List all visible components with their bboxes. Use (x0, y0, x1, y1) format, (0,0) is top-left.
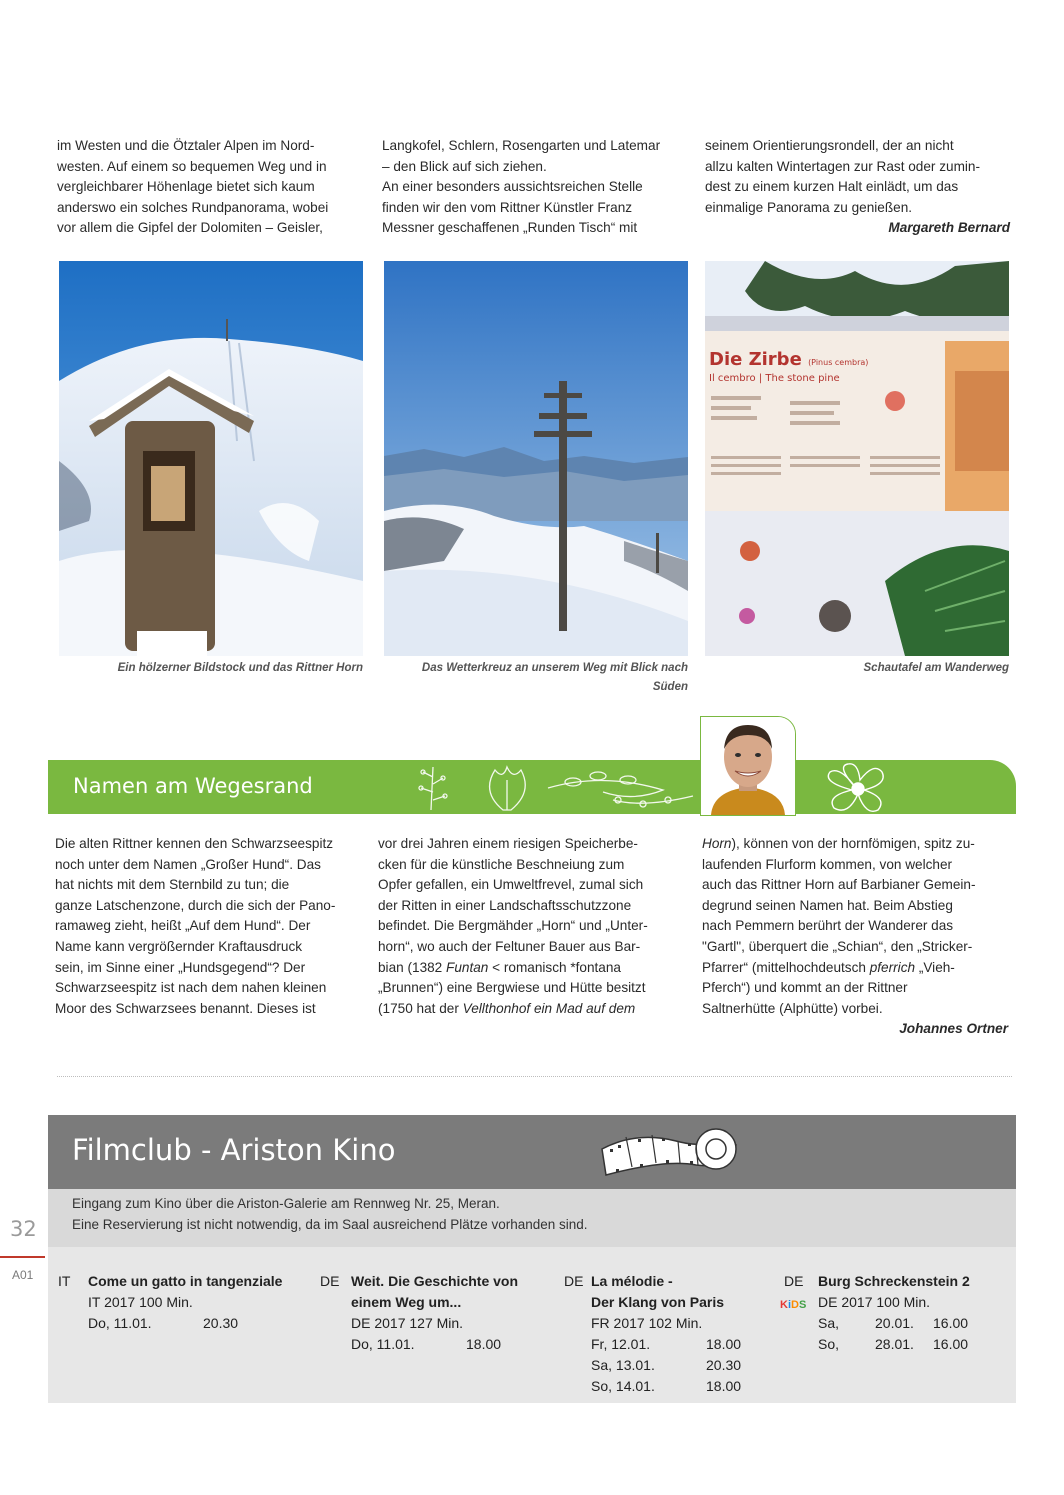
text-line: "Gartl", überquert die „Schian“, den „Stricker- (702, 938, 973, 954)
text-line: allzu kalten Wintertagen zur Rast oder zumin- (705, 158, 981, 174)
photo-caption-line: Süden (652, 681, 688, 693)
text-line: vor allem die Gipfel der Dolomiten – Geisler, (57, 220, 323, 236)
text-fragment-italic: pferrich (869, 959, 916, 975)
article-column-3 (705, 136, 1010, 239)
text-line: „Brunnen“) eine Bergwiese und Hütte besitzt (378, 980, 646, 996)
text-fragment: Pfarrer“ (mittelhochdeutsch (702, 959, 870, 975)
text-fragment: „Vieh- (915, 959, 955, 975)
section-heading: Namen am Wegesrand (73, 774, 313, 798)
author-signature: Margareth Bernard (888, 220, 1010, 236)
photo-caption-line: Das Wetterkreuz an unserem Weg mit Blick nach (421, 662, 688, 674)
text-line: An einer besonders aussichtsreichen Stelle (382, 179, 643, 195)
kids-badge: KiDS (780, 1299, 807, 1311)
info-line: Eine Reservierung ist nicht notwendig, da im Saal ausreichend Plätze vorhanden sind. (72, 1217, 588, 1232)
showtime-row (818, 1334, 1008, 1355)
flower-outline-icon (818, 762, 898, 814)
sign-latin-name: (Pinus cembra) (808, 358, 869, 367)
section-header-namen (48, 760, 1016, 814)
text-line: Opfer gefallen, ein Umweltfrevel, zumal sich (378, 877, 644, 893)
show-day: So, 14.01. (591, 1378, 655, 1394)
show-time: 16.00 (933, 1336, 969, 1352)
text-fragment-italic: Horn (702, 836, 732, 851)
text-fragment-italic: Funtan (446, 959, 489, 975)
sign-title-text: Die Zirbe (709, 349, 802, 370)
portrait-illustration (701, 717, 795, 815)
photo-wayside-shrine (59, 261, 363, 656)
cross-illustration (384, 261, 688, 656)
movie-entry (782, 1271, 1008, 1355)
text-line: degrund seinen Namen hat. Beim Abstieg (702, 897, 953, 913)
sign-title (709, 349, 868, 370)
text-line: Moor des Schwarzsees benannt. Dieses ist (55, 1000, 316, 1016)
show-time: 18.00 (706, 1378, 742, 1394)
text-line: Pferch“) und kommt an der Rittner (702, 980, 908, 996)
text-line: befindet. Die Bergmähder „Horn“ und „Unter- (378, 918, 648, 934)
showtime-row (88, 1313, 318, 1334)
movie-entry (564, 1271, 764, 1397)
movie-title-line-2: Der Klang von Paris (591, 1294, 725, 1310)
sign-subtitle: Il cembro | The stone pine (709, 373, 840, 384)
text-fragment-italic: Vellthonhof ein Mad auf dem (462, 1000, 636, 1016)
show-day: Do, 11.01. (88, 1315, 152, 1331)
section-header-filmclub (48, 1115, 1016, 1189)
text-line: im Westen und die Ötztaler Alpen im Nord- (57, 138, 315, 153)
floral-decoration-icon (403, 762, 703, 814)
show-date: 28.01. (875, 1336, 914, 1352)
photo-caption: Schautafel am Wanderweg (863, 662, 1009, 674)
namen-column-3 (702, 834, 1008, 1040)
movie-language: DE (320, 1273, 340, 1289)
movie-meta: DE 2017 100 Min. (818, 1294, 931, 1310)
text-line: Saltnerhütte (Alphütte) vorbei. (702, 1000, 883, 1016)
text-line: hat nichts mit dem Sternbild zu tun; die (55, 877, 290, 893)
info-board-illustration (705, 261, 1009, 656)
show-weekday: Sa, (818, 1315, 840, 1331)
movie-language: DE (564, 1273, 584, 1289)
movie-language: IT (58, 1273, 71, 1289)
photo-caption (384, 659, 688, 697)
text-line: seinem Orientierungsrondell, der an nicht (705, 138, 954, 153)
text-line: horn“, wo auch der Feltuner Bauer aus Bar- (378, 938, 641, 954)
namen-column-1 (55, 834, 365, 1019)
page-number-rule (0, 1256, 45, 1258)
text-line: noch unter dem Namen „Großer Hund“. Das (55, 856, 321, 872)
show-day: Do, 11.01. (351, 1336, 415, 1352)
text-line (378, 999, 693, 1020)
movie-title: Burg Schreckenstein 2 (818, 1273, 970, 1289)
photo-caption: Ein hölzerner Bildstock und das Rittner Horn (117, 662, 363, 674)
text-line: dest zu einem kurzen Halt einlädt, um das (705, 179, 959, 195)
movie-meta: IT 2017 100 Min. (88, 1294, 193, 1310)
show-day: Sa, 13.01. (591, 1357, 655, 1373)
movie-entry (58, 1271, 318, 1334)
text-line (378, 958, 693, 979)
photo-info-board (705, 261, 1009, 656)
showtime-row (351, 1334, 560, 1355)
text-line: Langkofel, Schlern, Rosengarten und Latemar (382, 138, 661, 153)
text-line: westen. Auf einem so bequemen Weg und in (57, 158, 327, 174)
page-code: A01 (12, 1268, 34, 1282)
info-line: Eingang zum Kino über die Ariston-Galerie am Rennweg Nr. 25, Meran. (72, 1196, 500, 1211)
section-heading: Filmclub - Ariston Kino (72, 1133, 396, 1167)
show-time: 18.00 (466, 1336, 502, 1352)
text-line: cken für die künstliche Beschneiung zum (378, 856, 625, 872)
showtime-row (591, 1355, 764, 1376)
movie-title: Weit. Die Geschichte von (351, 1273, 519, 1289)
show-time: 20.30 (706, 1357, 742, 1373)
movie-title: Come un gatto in tangenziale (88, 1273, 283, 1289)
page-number: 32 (10, 1217, 37, 1241)
movie-language: DE (784, 1273, 804, 1289)
show-time: 16.00 (933, 1315, 969, 1331)
text-line: laufenden Flurform kommen, von welcher (702, 856, 953, 872)
text-line: vergleichbarer Höhenlage bietet sich kaum (57, 179, 315, 195)
text-line: vor drei Jahren einem riesigen Speicherbe- (378, 836, 638, 851)
text-line (702, 834, 1008, 855)
filmclub-info (48, 1189, 1016, 1247)
show-date: 20.01. (875, 1315, 914, 1331)
movie-title: La mélodie - (591, 1273, 673, 1289)
text-line: Messner geschaffenen „Runden Tisch“ mit (382, 220, 638, 236)
text-line: der Ritten in einer Landschaftsschutzzone (378, 897, 632, 913)
author-signature: Johannes Ortner (899, 1021, 1008, 1037)
show-time: 18.00 (706, 1336, 742, 1352)
text-line: einmalige Panorama zu genießen. (705, 199, 913, 215)
text-line: Schwarzseespitz ist nach dem nahen kleinen (55, 980, 327, 996)
author-portrait (700, 716, 796, 816)
movie-title-line-2: einem Weg um... (351, 1294, 462, 1310)
text-fragment: bian (1382 (378, 959, 447, 975)
showtime-row (591, 1334, 764, 1355)
shrine-illustration (59, 261, 363, 656)
text-fragment: (1750 hat der (378, 1000, 463, 1016)
article-column-2 (382, 136, 692, 239)
show-day: Fr, 12.01. (591, 1336, 651, 1352)
text-line: ramaweg zieht, heißt „Auf dem Hund“. Der (55, 918, 311, 934)
show-weekday: So, (818, 1336, 840, 1352)
text-line (702, 958, 1008, 979)
movie-meta: FR 2017 102 Min. (591, 1315, 703, 1331)
text-line: ganze Latschenzone, durch die sich der Pano- (55, 897, 336, 913)
show-time: 20.30 (203, 1315, 239, 1331)
text-line: finden wir den vom Rittner Künstler Franz (382, 199, 633, 215)
photo-weather-cross (384, 261, 688, 656)
filmclub-program (48, 1247, 1016, 1403)
text-fragment: < romanisch *fontana (488, 959, 621, 975)
text-line: Name kann vergrößernder Kraftausdruck (55, 938, 303, 954)
showtime-row (591, 1376, 764, 1397)
namen-column-2 (378, 834, 693, 1019)
film-strip-icon (596, 1119, 746, 1181)
section-divider (57, 1076, 1012, 1077)
article-column-1 (57, 136, 367, 239)
text-line: – den Blick auf sich ziehen. (382, 158, 547, 174)
showtime-row (818, 1313, 1008, 1334)
movie-meta: DE 2017 127 Min. (351, 1315, 464, 1331)
text-line: anderswo ein solches Rundpanorama, wobei (57, 199, 329, 215)
movie-entry (320, 1271, 560, 1355)
text-line: auch das Rittner Horn auf Barbianer Gemein- (702, 877, 976, 893)
text-line: Die alten Rittner kennen den Schwarzseespitz (55, 836, 334, 851)
text-fragment: ), können von der hornfömigen, spitz zu- (731, 836, 975, 851)
text-line: sein, im Sinne einer „Hundsgegend“? Der (55, 959, 306, 975)
text-line: nach Pemmern berührt der Wanderer das (702, 918, 954, 934)
